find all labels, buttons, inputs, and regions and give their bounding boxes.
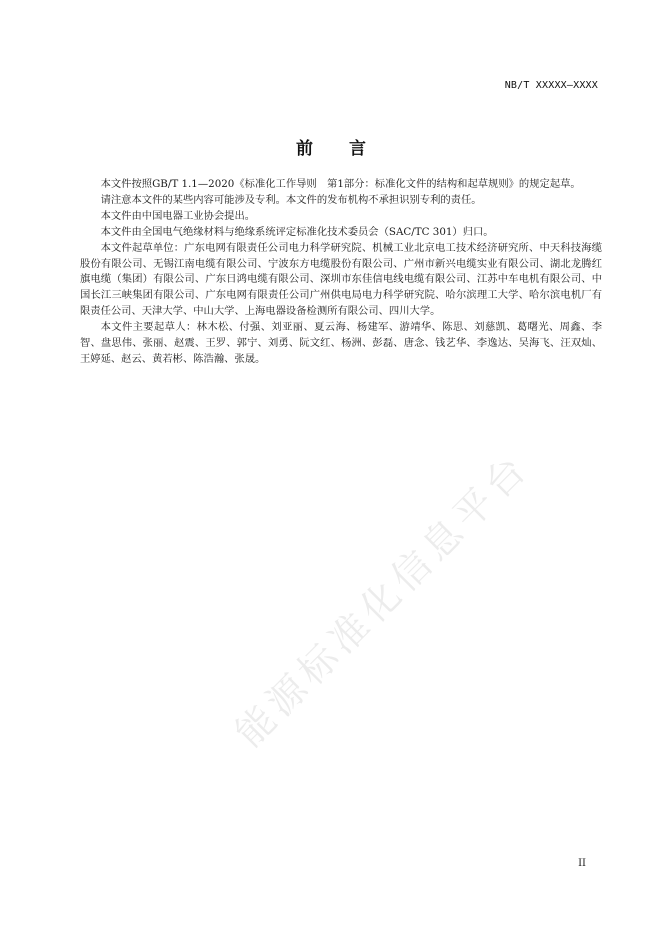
paragraph-proposer: 本文件由中国电器工业协会提出。 [100, 209, 256, 222]
header-divider [80, 97, 598, 98]
paragraph-drafting-units: 本文件起草单位：广东电网有限责任公司电力科学研究院、机械工业北京电工技术经济研究所、中天科技海缆股份有限公司、无锡江南电缆有限公司、宁波东方电缆股份有限公司、广州市新兴电缆实业有限公司、湖北龙腾红旗电缆（集团）有限公司、广东日鸿电缆有限公司、深圳市东佳信电线电缆有限公司、江苏中车电机有限公司、中国长江三峡集团有限公司、广东电网有限责任公司广州供电局电力科学研究院、哈尔滨理工大学、哈尔滨电机厂有限责任公司、天津大学、中山大学、上海电器设备检测所有限公司、四川大学。 [80, 241, 602, 318]
document-code: NB/T XXXXX—XXXX [504, 80, 598, 91]
paragraph-drafting-rules: 本文件按照GB/T 1.1—2020《标准化工作导则 第1部分：标准化文件的结构和起草规则》的规定起草。 [100, 178, 581, 190]
paragraph-drafters: 本文件主要起草人：林木松、付强、刘亚丽、夏云海、杨建军、游靖华、陈思、刘慈凯、葛曙光、周鑫、李智、盘思伟、张丽、赵震、王罗、郭宁、刘勇、阮文红、杨洲、彭磊、唐念、钱艺华、李逸达、吴海飞、汪双灿、王婷延、赵云、黄若彬、陈浩瀚、张晟。 [80, 321, 602, 365]
page-number: II [578, 858, 586, 869]
page-title: 前言 [296, 139, 402, 159]
foreword-body [80, 177, 602, 368]
watermark: 能源标准化信息平台 [226, 444, 539, 756]
paragraph-committee: 本文件由全国电气绝缘材料与绝缘系统评定标准化技术委员会（SAC/TC 301）归口。 [100, 225, 494, 238]
paragraph-patent-notice: 请注意本文件的某些内容可能涉及专利。本文件的发布机构不承担识别专利的责任。 [100, 193, 482, 206]
